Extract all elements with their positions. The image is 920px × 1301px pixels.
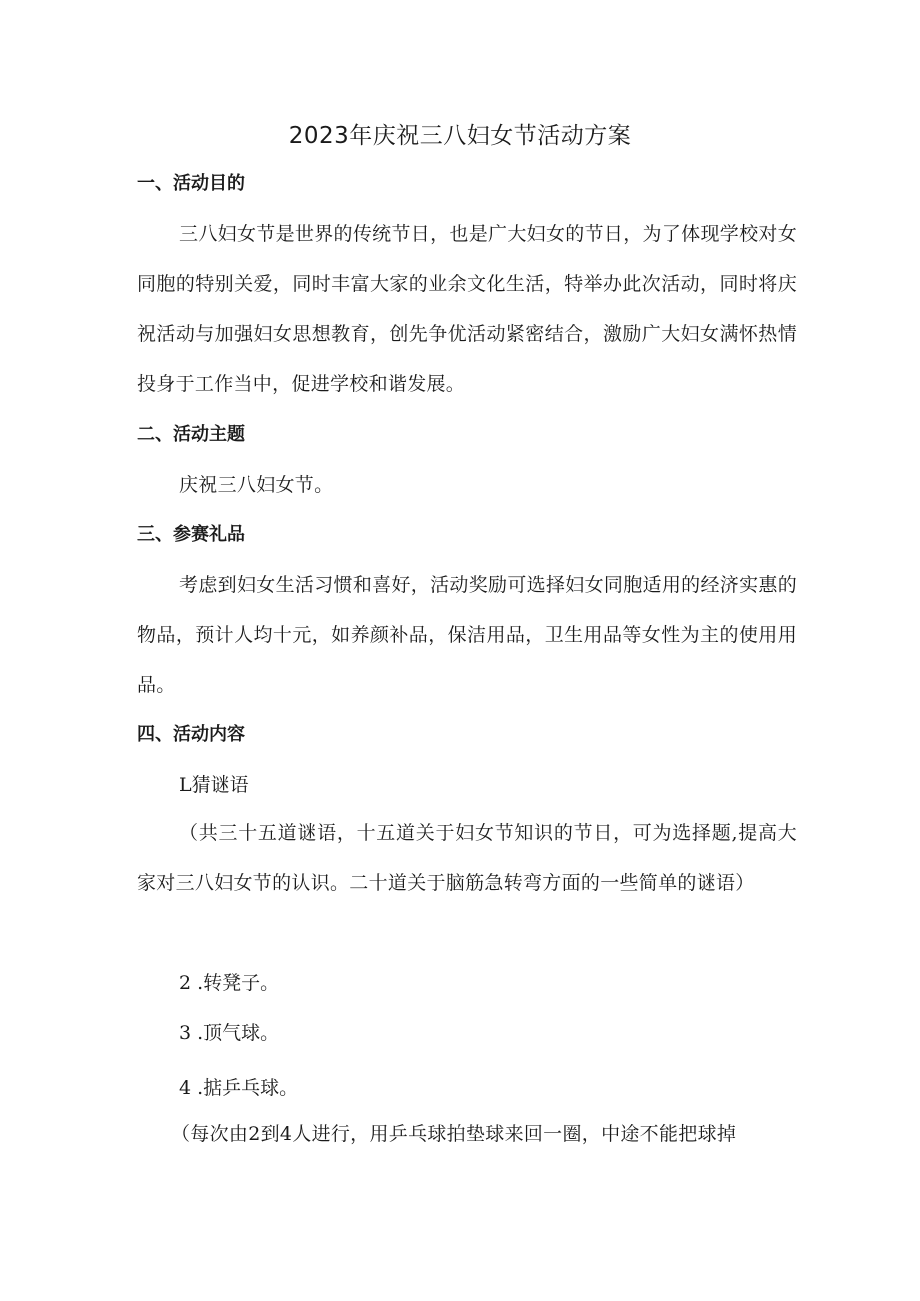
section-heading-purpose: 一、活动目的 bbox=[137, 173, 245, 194]
section-paragraph-purpose: 三八妇女节是世界的传统节日，也是广大妇女的节日，为了体现学校对女同胞的特别关爱，同时丰富大家的业余文化生活，特举办此次活动，同时将庆祝活动与加强妇女思想教育，创先争优活动紧密结合，激励广大妇女满怀热情投身于工作当中，促进学校和谐发展。 bbox=[137, 223, 797, 395]
content-item-pingpong-note: （每次由2到4人进行，用乒乓球拍垫球来回一圈，中途不能把球掉 bbox=[171, 1123, 737, 1145]
content-item-riddles: L猜谜语 bbox=[179, 774, 249, 796]
content-item-pingpong: 4 .掂乒乓球。 bbox=[179, 1077, 299, 1099]
section-paragraph-theme: 庆祝三八妇女节。 bbox=[179, 474, 334, 496]
content-item-stool: 2 .转凳子。 bbox=[179, 972, 280, 994]
section-heading-prizes: 三、参赛礼品 bbox=[137, 524, 245, 545]
section-heading-theme: 二、活动主题 bbox=[137, 424, 245, 445]
document-title: 2023年庆祝三八妇女节活动方案 bbox=[288, 123, 632, 149]
content-item-riddles-note: （共三十五道谜语，十五道关于妇女节知识的节日，可为选择题,提高大家对三八妇女节的认识。二十道关于脑筋急转弯方面的一些简单的谜语） bbox=[137, 822, 797, 894]
section-heading-content: 四、活动内容 bbox=[137, 724, 245, 745]
section-paragraph-prizes: 考虑到妇女生活习惯和喜好，活动奖励可选择妇女同胞适用的经济实惠的物品，预计人均十元，如养颜补品，保洁用品，卫生用品等女性为主的使用用品。 bbox=[137, 574, 797, 696]
content-item-balloon: 3 .顶气球。 bbox=[179, 1022, 280, 1044]
